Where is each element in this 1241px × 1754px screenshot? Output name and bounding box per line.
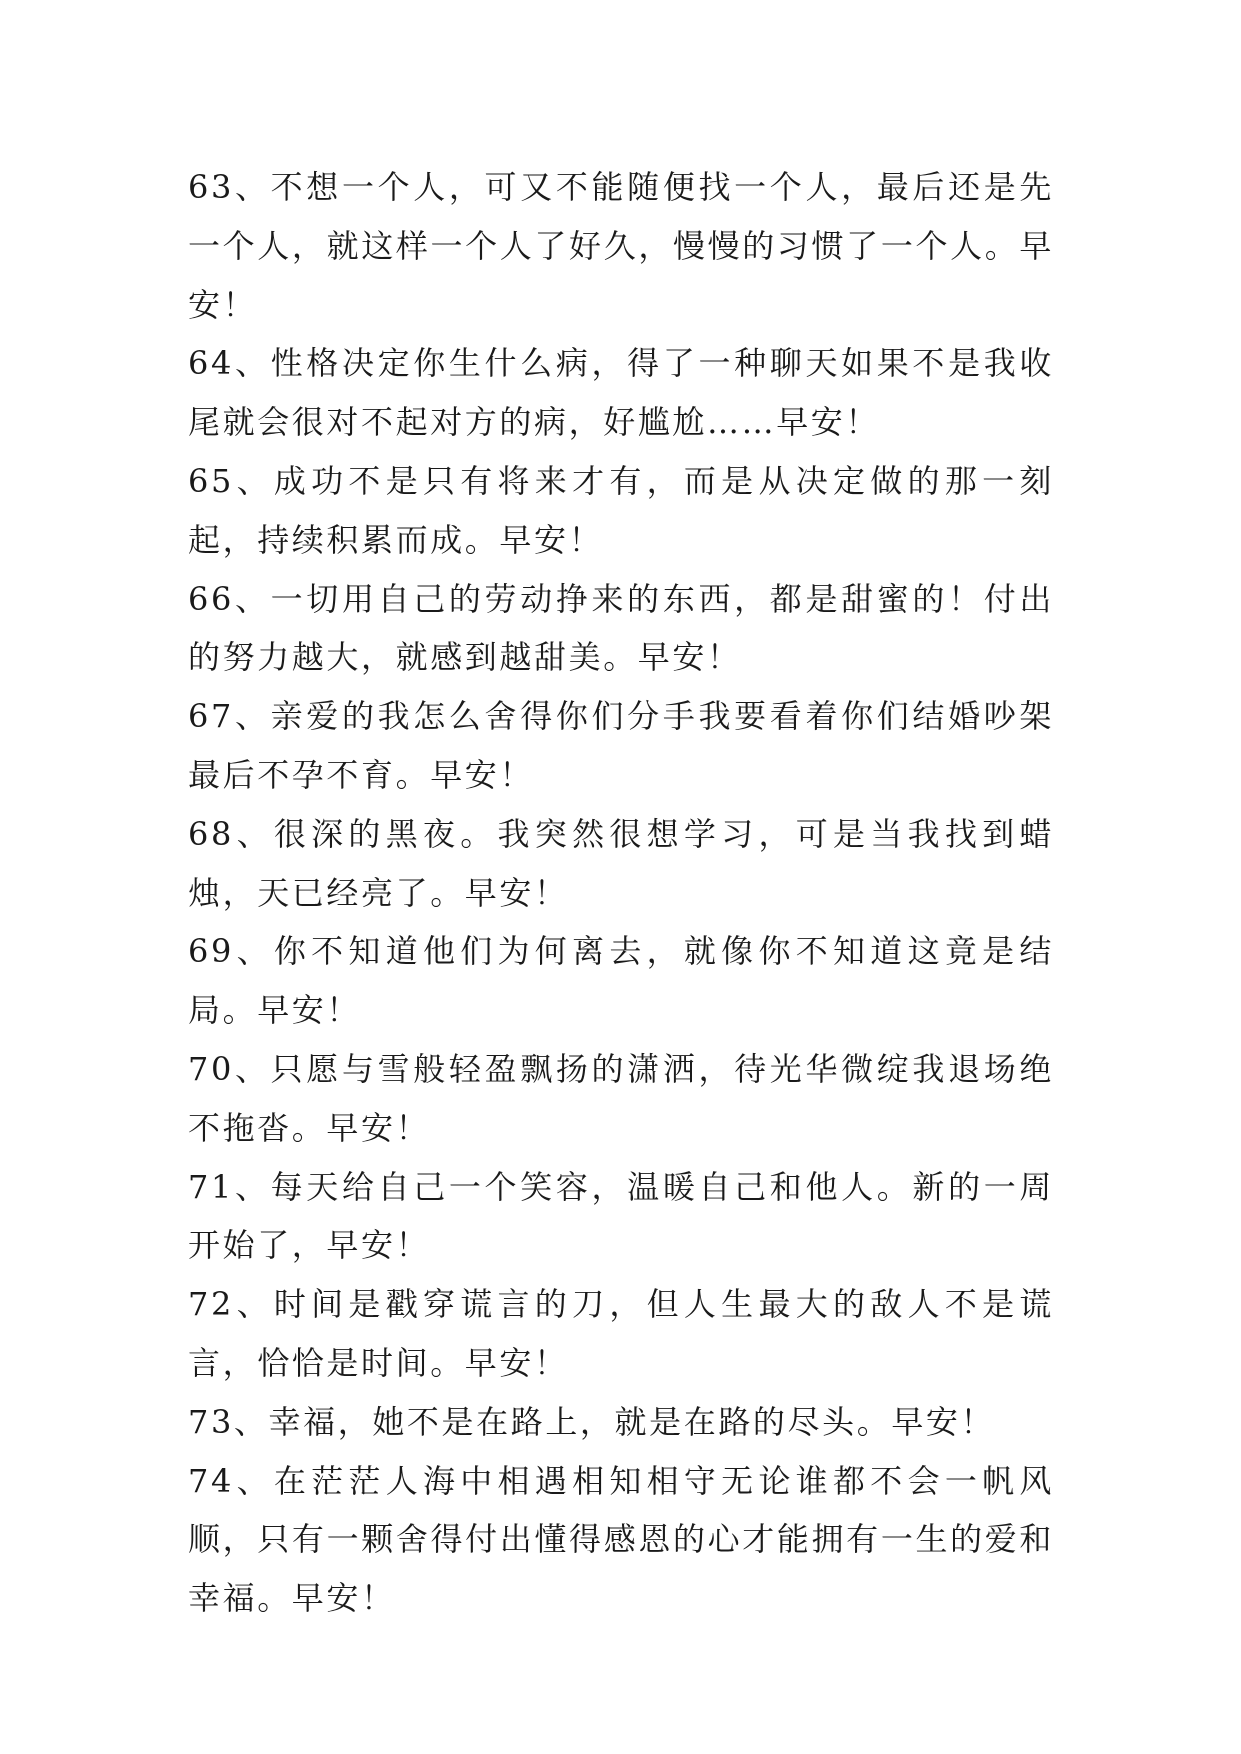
entry-65: 65、成功不是只有将来才有，而是从决定做的那一刻起，持续积累而成。早安！: [188, 461, 1054, 559]
entry-74: 74、在茫茫人海中相遇相知相守无论谁都不会一帆风顺，只有一颗舍得付出懂得感恩的心才能拥有一生的爱和幸福。早安！: [188, 1461, 1054, 1618]
entry-63: 63、不想一个人，可又不能随便找一个人，最后还是先一个人，就这样一个人了好久，慢慢的习惯了一个人。早安！: [188, 168, 1054, 324]
entry-71: 71、每天给自己一个笑容，温暖自己和他人。新的一周开始了，早安！: [188, 1167, 1054, 1265]
entry-67: 67、亲爱的我怎么舍得你们分手我要看着你们结婚吵架最后不孕不育。早安！: [188, 697, 1054, 794]
document-body: [188, 158, 1054, 1628]
entry-70: 70、只愿与雪般轻盈飘扬的潇洒，待光华微绽我退场绝不拖沓。早安！: [188, 1049, 1054, 1147]
entry-66: 66、一切用自己的劳动挣来的东西，都是甜蜜的！付出的努力越大，就感到越甜美。早安！: [188, 579, 1054, 677]
entry-64: 64、性格决定你生什么病，得了一种聊天如果不是我收尾就会很对不起对方的病，好尴尬……早安！: [188, 344, 1054, 442]
entry-73: 73、幸福，她不是在路上，就是在路的尽头。早安！: [188, 1402, 996, 1441]
entry-69: 69、你不知道他们为何离去，就像你不知道这竟是结局。早安！: [188, 932, 1054, 1030]
entry-68: 68、很深的黑夜。我突然很想学习，可是当我找到蜡烛，天已经亮了。早安！: [188, 814, 1054, 912]
entry-72: 72、时间是戳穿谎言的刀，但人生最大的敌人不是谎言，恰恰是时间。早安！: [188, 1285, 1054, 1382]
